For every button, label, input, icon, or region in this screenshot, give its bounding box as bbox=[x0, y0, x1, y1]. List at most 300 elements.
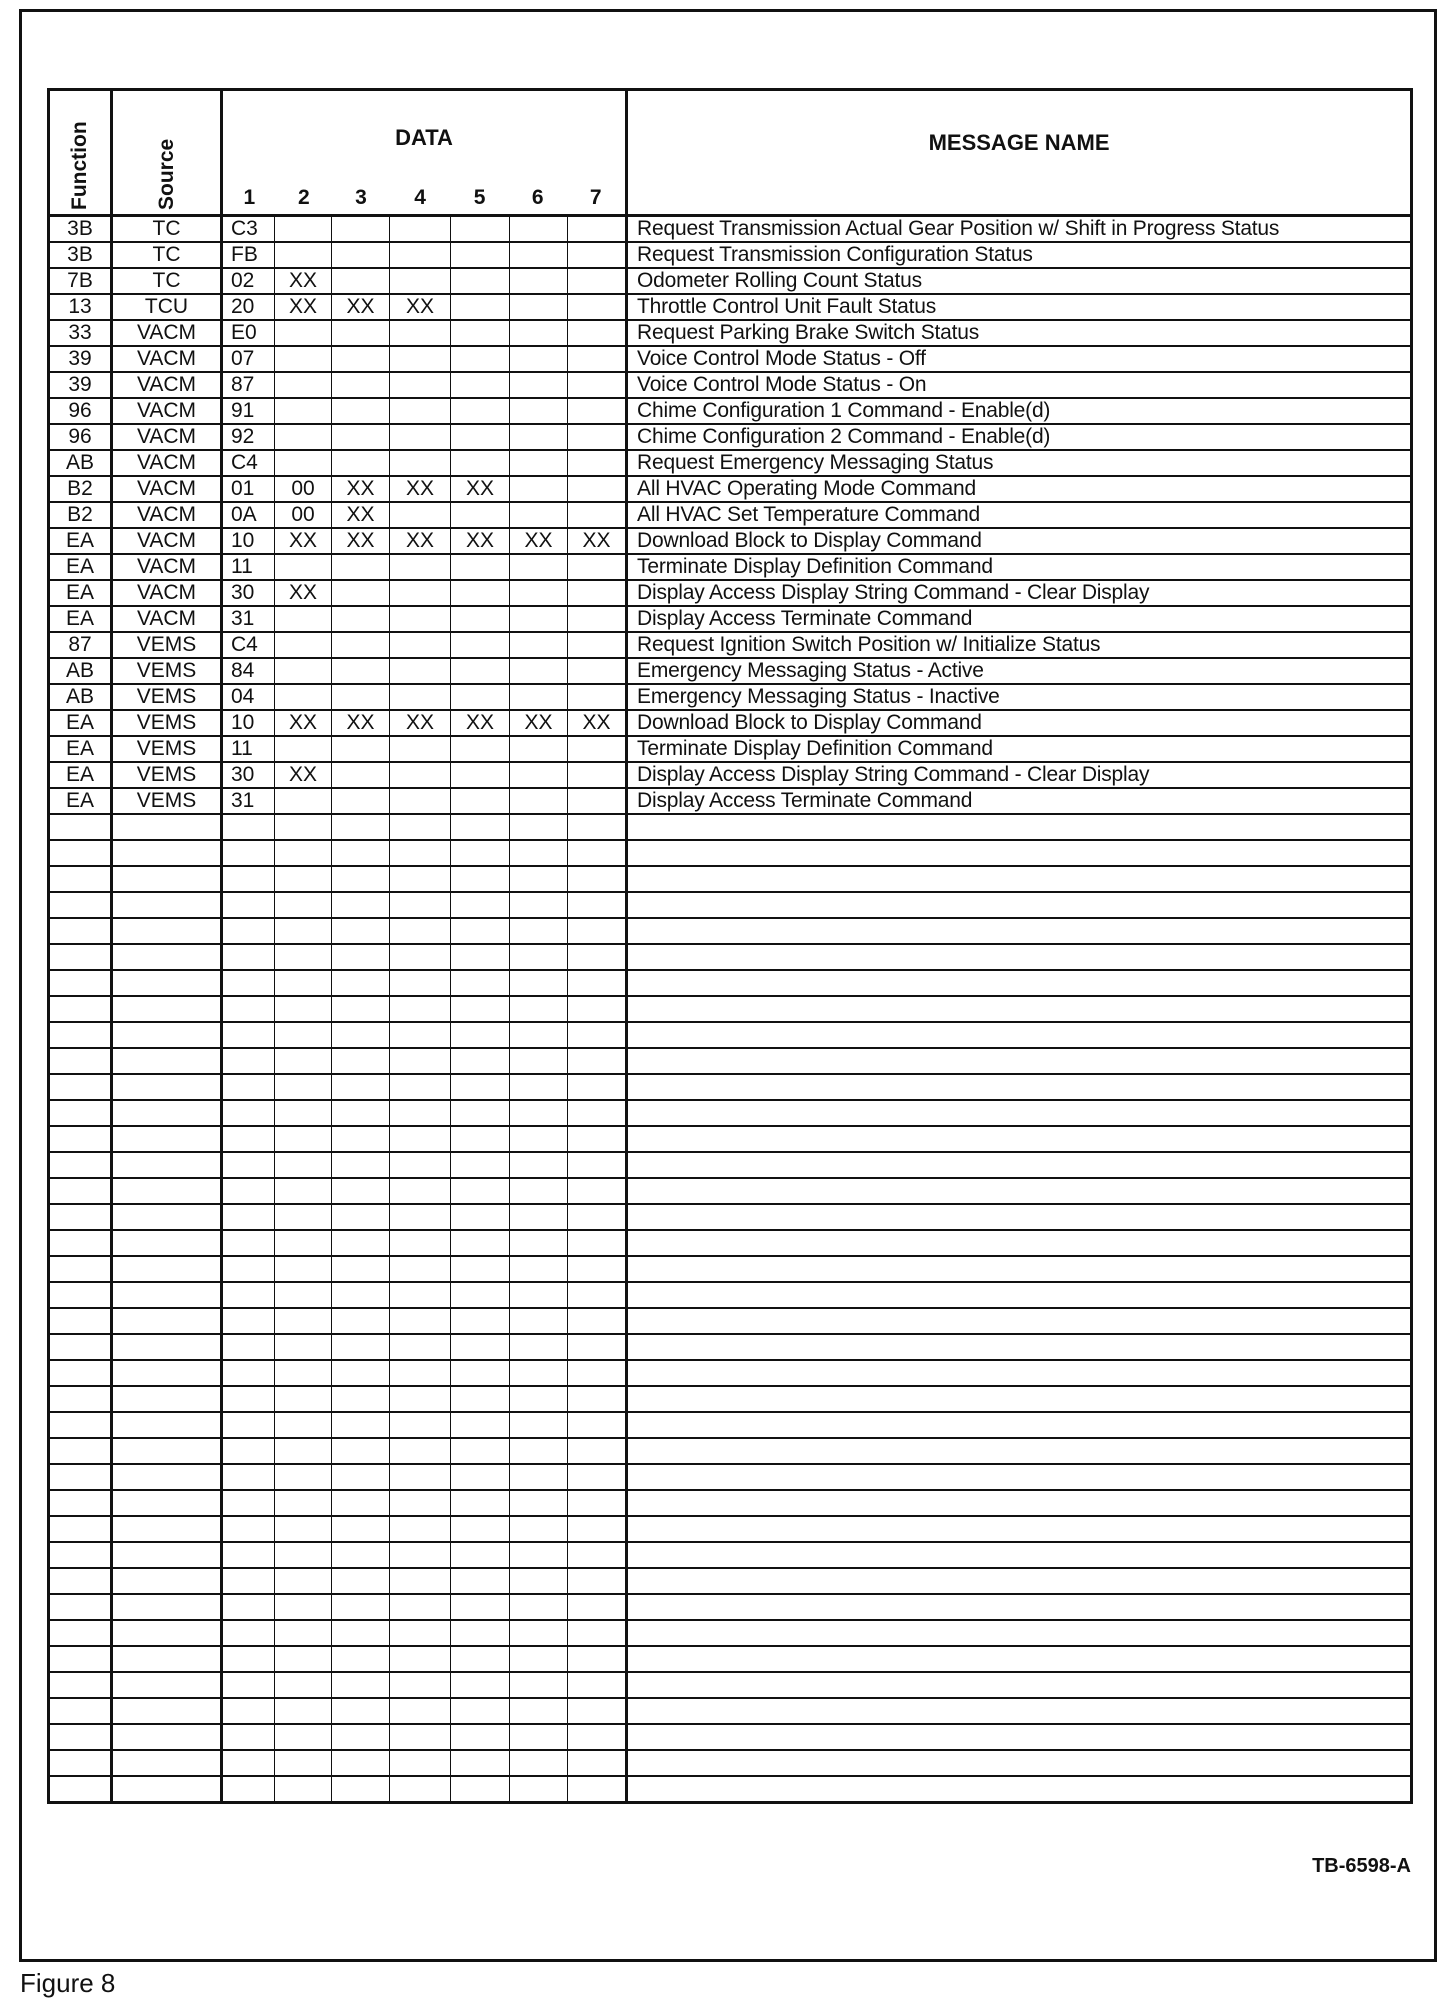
data-cell-2 bbox=[275, 944, 332, 970]
data-cell-2 bbox=[275, 658, 332, 684]
function-cell: AB bbox=[49, 684, 112, 710]
message-name-cell bbox=[627, 1048, 1412, 1074]
source-cell: VEMS bbox=[112, 710, 222, 736]
data-col-number: 7 bbox=[589, 186, 602, 209]
data-column-numbers bbox=[223, 186, 625, 210]
data-cell-3 bbox=[332, 840, 390, 866]
function-cell: EA bbox=[49, 606, 112, 632]
message-name-header: MESSAGE NAME bbox=[627, 90, 1412, 216]
data-cell-4 bbox=[390, 1516, 451, 1542]
data-cell-5 bbox=[451, 1256, 510, 1282]
function-cell bbox=[49, 1464, 112, 1490]
empty-table-row bbox=[49, 1386, 1412, 1412]
empty-table-row bbox=[49, 1438, 1412, 1464]
data-cell-1 bbox=[222, 1438, 275, 1464]
data-cell-6 bbox=[510, 502, 568, 528]
data-cell-1 bbox=[222, 1412, 275, 1438]
empty-table-row bbox=[49, 1698, 1412, 1724]
data-cell-3: XX bbox=[332, 476, 390, 502]
data-cell-1 bbox=[222, 1750, 275, 1776]
data-cell-3 bbox=[332, 658, 390, 684]
message-name-cell: Download Block to Display Command bbox=[627, 710, 1412, 736]
data-cell-4 bbox=[390, 1074, 451, 1100]
data-cell-3 bbox=[332, 684, 390, 710]
data-cell-6 bbox=[510, 892, 568, 918]
data-cell-6 bbox=[510, 554, 568, 580]
data-cell-1 bbox=[222, 1360, 275, 1386]
message-name-cell bbox=[627, 1282, 1412, 1308]
data-cell-4 bbox=[390, 1386, 451, 1412]
message-name-cell: Display Access Display String Command - Clear Display bbox=[627, 580, 1412, 606]
data-cell-6 bbox=[510, 1698, 568, 1724]
data-cell-3 bbox=[332, 970, 390, 996]
data-cell-4 bbox=[390, 1594, 451, 1620]
data-cell-3 bbox=[332, 346, 390, 372]
data-cell-5 bbox=[451, 1776, 510, 1803]
source-cell: VACM bbox=[112, 606, 222, 632]
message-name-cell: Display Access Terminate Command bbox=[627, 606, 1412, 632]
data-cell-2 bbox=[275, 996, 332, 1022]
source-cell bbox=[112, 1620, 222, 1646]
data-cell-1 bbox=[222, 970, 275, 996]
table-row bbox=[49, 476, 1412, 502]
data-cell-7 bbox=[568, 502, 627, 528]
data-cell-2 bbox=[275, 1776, 332, 1803]
data-cell-6 bbox=[510, 1672, 568, 1698]
message-name-cell: Terminate Display Definition Command bbox=[627, 554, 1412, 580]
table-row bbox=[49, 294, 1412, 320]
source-cell: VEMS bbox=[112, 658, 222, 684]
table-row bbox=[49, 424, 1412, 450]
data-cell-4: XX bbox=[390, 528, 451, 554]
data-cell-5 bbox=[451, 216, 510, 243]
empty-table-row bbox=[49, 1750, 1412, 1776]
data-cell-5 bbox=[451, 372, 510, 398]
data-cell-2 bbox=[275, 1516, 332, 1542]
data-cell-4 bbox=[390, 684, 451, 710]
data-cell-5 bbox=[451, 1412, 510, 1438]
table-row bbox=[49, 736, 1412, 762]
empty-table-row bbox=[49, 1776, 1412, 1803]
data-cell-4 bbox=[390, 788, 451, 814]
function-cell bbox=[49, 1698, 112, 1724]
data-cell-4 bbox=[390, 1126, 451, 1152]
function-cell bbox=[49, 1074, 112, 1100]
data-cell-4 bbox=[390, 346, 451, 372]
data-cell-4 bbox=[390, 996, 451, 1022]
data-cell-5 bbox=[451, 450, 510, 476]
function-cell bbox=[49, 866, 112, 892]
empty-table-row bbox=[49, 918, 1412, 944]
source-cell bbox=[112, 918, 222, 944]
data-cell-2 bbox=[275, 1022, 332, 1048]
data-cell-1: 01 bbox=[222, 476, 275, 502]
data-cell-3 bbox=[332, 1516, 390, 1542]
data-cell-2: 00 bbox=[275, 502, 332, 528]
data-cell-5 bbox=[451, 1308, 510, 1334]
data-cell-4 bbox=[390, 1334, 451, 1360]
data-cell-2 bbox=[275, 632, 332, 658]
data-cell-2 bbox=[275, 1152, 332, 1178]
data-cell-5 bbox=[451, 398, 510, 424]
data-cell-1: C4 bbox=[222, 632, 275, 658]
data-cell-7 bbox=[568, 1100, 627, 1126]
function-cell: EA bbox=[49, 736, 112, 762]
message-name-cell: Display Access Display String Command - Clear Display bbox=[627, 762, 1412, 788]
data-cell-2: XX bbox=[275, 580, 332, 606]
data-cell-1 bbox=[222, 996, 275, 1022]
source-cell bbox=[112, 1386, 222, 1412]
data-cell-2 bbox=[275, 1412, 332, 1438]
source-cell: VEMS bbox=[112, 762, 222, 788]
table-row bbox=[49, 346, 1412, 372]
data-cell-3 bbox=[332, 1282, 390, 1308]
function-cell bbox=[49, 1646, 112, 1672]
function-cell bbox=[49, 1594, 112, 1620]
source-cell: VACM bbox=[112, 580, 222, 606]
message-name-cell: Voice Control Mode Status - Off bbox=[627, 346, 1412, 372]
message-name-cell bbox=[627, 1152, 1412, 1178]
table-row bbox=[49, 710, 1412, 736]
message-name-cell: Request Emergency Messaging Status bbox=[627, 450, 1412, 476]
message-name-cell: Emergency Messaging Status - Inactive bbox=[627, 684, 1412, 710]
data-cell-1 bbox=[222, 892, 275, 918]
data-cell-3 bbox=[332, 1386, 390, 1412]
data-cell-3 bbox=[332, 944, 390, 970]
source-cell bbox=[112, 944, 222, 970]
message-name-cell bbox=[627, 1568, 1412, 1594]
data-cell-4 bbox=[390, 1750, 451, 1776]
table-row bbox=[49, 632, 1412, 658]
data-cell-5 bbox=[451, 1126, 510, 1152]
message-name-cell bbox=[627, 814, 1412, 840]
data-cell-7 bbox=[568, 1360, 627, 1386]
data-cell-4 bbox=[390, 1022, 451, 1048]
message-name-cell bbox=[627, 1698, 1412, 1724]
data-cell-5 bbox=[451, 736, 510, 762]
data-cell-3: XX bbox=[332, 710, 390, 736]
table-row bbox=[49, 658, 1412, 684]
message-name-cell bbox=[627, 1386, 1412, 1412]
function-cell: AB bbox=[49, 658, 112, 684]
data-cell-7 bbox=[568, 1048, 627, 1074]
data-cell-3: XX bbox=[332, 294, 390, 320]
empty-table-row bbox=[49, 944, 1412, 970]
data-cell-1 bbox=[222, 1594, 275, 1620]
data-cell-1 bbox=[222, 1178, 275, 1204]
data-cell-1 bbox=[222, 1620, 275, 1646]
data-cell-2 bbox=[275, 814, 332, 840]
data-cell-5 bbox=[451, 502, 510, 528]
data-cell-2 bbox=[275, 1126, 332, 1152]
message-name-cell: Chime Configuration 1 Command - Enable(d) bbox=[627, 398, 1412, 424]
source-cell: VACM bbox=[112, 450, 222, 476]
source-cell bbox=[112, 1516, 222, 1542]
data-cell-6 bbox=[510, 1490, 568, 1516]
function-cell bbox=[49, 918, 112, 944]
function-cell: AB bbox=[49, 450, 112, 476]
function-cell bbox=[49, 1178, 112, 1204]
data-cell-1 bbox=[222, 866, 275, 892]
data-cell-5 bbox=[451, 424, 510, 450]
data-cell-4 bbox=[390, 216, 451, 243]
empty-table-row bbox=[49, 996, 1412, 1022]
data-cell-4 bbox=[390, 502, 451, 528]
data-cell-6 bbox=[510, 866, 568, 892]
data-cell-5 bbox=[451, 1048, 510, 1074]
data-cell-1 bbox=[222, 1646, 275, 1672]
data-cell-6 bbox=[510, 476, 568, 502]
data-cell-7 bbox=[568, 554, 627, 580]
data-cell-3 bbox=[332, 762, 390, 788]
table-row bbox=[49, 320, 1412, 346]
source-cell: VACM bbox=[112, 320, 222, 346]
source-cell bbox=[112, 1438, 222, 1464]
data-cell-5 bbox=[451, 840, 510, 866]
data-cell-6 bbox=[510, 1308, 568, 1334]
data-cell-3 bbox=[332, 788, 390, 814]
message-name-cell bbox=[627, 1542, 1412, 1568]
empty-table-row bbox=[49, 1230, 1412, 1256]
function-cell bbox=[49, 1048, 112, 1074]
data-cell-1: C3 bbox=[222, 216, 275, 243]
data-cell-3 bbox=[332, 268, 390, 294]
data-cell-2 bbox=[275, 1698, 332, 1724]
function-cell bbox=[49, 1542, 112, 1568]
function-cell: B2 bbox=[49, 476, 112, 502]
data-cell-6 bbox=[510, 762, 568, 788]
data-cell-1: 0A bbox=[222, 502, 275, 528]
function-cell: 39 bbox=[49, 372, 112, 398]
data-cell-2: XX bbox=[275, 762, 332, 788]
message-name-cell bbox=[627, 1100, 1412, 1126]
data-col-number: 1 bbox=[243, 186, 256, 209]
data-cell-6 bbox=[510, 1646, 568, 1672]
data-cell-7 bbox=[568, 1594, 627, 1620]
data-cell-7 bbox=[568, 1308, 627, 1334]
data-cell-6 bbox=[510, 1594, 568, 1620]
data-cell-6 bbox=[510, 1750, 568, 1776]
data-cell-5 bbox=[451, 632, 510, 658]
source-cell bbox=[112, 1776, 222, 1803]
data-cell-2 bbox=[275, 1230, 332, 1256]
data-cell-7 bbox=[568, 1204, 627, 1230]
data-cell-7 bbox=[568, 814, 627, 840]
message-name-cell bbox=[627, 1516, 1412, 1542]
data-cell-7 bbox=[568, 736, 627, 762]
data-cell-7 bbox=[568, 1022, 627, 1048]
data-cell-7 bbox=[568, 1516, 627, 1542]
data-cell-4 bbox=[390, 1646, 451, 1672]
table-row bbox=[49, 606, 1412, 632]
data-cell-4 bbox=[390, 1438, 451, 1464]
data-cell-7 bbox=[568, 1672, 627, 1698]
data-cell-7 bbox=[568, 1282, 627, 1308]
empty-table-row bbox=[49, 1724, 1412, 1750]
data-cell-1 bbox=[222, 944, 275, 970]
data-cell-6 bbox=[510, 658, 568, 684]
data-cell-4 bbox=[390, 632, 451, 658]
data-cell-7 bbox=[568, 398, 627, 424]
data-cell-1 bbox=[222, 1516, 275, 1542]
data-cell-2 bbox=[275, 1308, 332, 1334]
function-cell bbox=[49, 1256, 112, 1282]
data-cell-5 bbox=[451, 918, 510, 944]
data-cell-1: FB bbox=[222, 242, 275, 268]
source-cell bbox=[112, 1282, 222, 1308]
source-cell bbox=[112, 1334, 222, 1360]
data-cell-3 bbox=[332, 1334, 390, 1360]
data-cell-2 bbox=[275, 1542, 332, 1568]
data-cell-2 bbox=[275, 840, 332, 866]
data-cell-2 bbox=[275, 918, 332, 944]
data-cell-3 bbox=[332, 606, 390, 632]
data-cell-5: XX bbox=[451, 710, 510, 736]
data-cell-3 bbox=[332, 892, 390, 918]
data-cell-1 bbox=[222, 1152, 275, 1178]
data-col-number: 3 bbox=[355, 186, 367, 209]
data-cell-7 bbox=[568, 632, 627, 658]
data-cell-4 bbox=[390, 814, 451, 840]
data-cell-5 bbox=[451, 1152, 510, 1178]
function-cell: 3B bbox=[49, 216, 112, 243]
message-table bbox=[47, 88, 1413, 1804]
message-name-cell bbox=[627, 1672, 1412, 1698]
empty-table-row bbox=[49, 1308, 1412, 1334]
message-name-cell bbox=[627, 892, 1412, 918]
function-cell: 96 bbox=[49, 424, 112, 450]
data-cell-7 bbox=[568, 242, 627, 268]
data-cell-3 bbox=[332, 1698, 390, 1724]
data-cell-7 bbox=[568, 866, 627, 892]
message-name-cell bbox=[627, 918, 1412, 944]
data-cell-4 bbox=[390, 372, 451, 398]
data-cell-6 bbox=[510, 580, 568, 606]
data-cell-3 bbox=[332, 736, 390, 762]
data-cell-3 bbox=[332, 424, 390, 450]
message-name-cell bbox=[627, 1230, 1412, 1256]
data-cell-5 bbox=[451, 1100, 510, 1126]
data-cell-6 bbox=[510, 424, 568, 450]
data-cell-2 bbox=[275, 554, 332, 580]
data-cell-2 bbox=[275, 1646, 332, 1672]
source-cell bbox=[112, 1646, 222, 1672]
data-cell-7 bbox=[568, 1386, 627, 1412]
data-cell-1 bbox=[222, 1776, 275, 1803]
figure-caption: Figure 8 bbox=[20, 1968, 116, 1998]
data-cell-5 bbox=[451, 294, 510, 320]
function-cell bbox=[49, 814, 112, 840]
table-row bbox=[49, 528, 1412, 554]
data-cell-2: 00 bbox=[275, 476, 332, 502]
data-cell-7 bbox=[568, 1438, 627, 1464]
table-row bbox=[49, 268, 1412, 294]
message-name-cell bbox=[627, 1750, 1412, 1776]
data-cell-7 bbox=[568, 346, 627, 372]
data-cell-3 bbox=[332, 242, 390, 268]
data-cell-4 bbox=[390, 1724, 451, 1750]
data-cell-2: XX bbox=[275, 528, 332, 554]
data-cell-2 bbox=[275, 1620, 332, 1646]
data-cell-4 bbox=[390, 1230, 451, 1256]
data-cell-6 bbox=[510, 1360, 568, 1386]
source-cell: TCU bbox=[112, 294, 222, 320]
data-cell-6 bbox=[510, 684, 568, 710]
data-cell-2 bbox=[275, 424, 332, 450]
data-cell-7 bbox=[568, 1256, 627, 1282]
data-cell-4: XX bbox=[390, 710, 451, 736]
data-cell-1 bbox=[222, 1386, 275, 1412]
data-col-number: 2 bbox=[298, 186, 310, 209]
data-cell-7 bbox=[568, 1412, 627, 1438]
data-cell-2: XX bbox=[275, 294, 332, 320]
message-name-cell bbox=[627, 1074, 1412, 1100]
message-name-cell bbox=[627, 1412, 1412, 1438]
data-cell-5 bbox=[451, 1620, 510, 1646]
data-cell-2 bbox=[275, 242, 332, 268]
message-name-cell bbox=[627, 1490, 1412, 1516]
data-cell-1: 10 bbox=[222, 528, 275, 554]
source-cell bbox=[112, 1568, 222, 1594]
source-cell: VEMS bbox=[112, 632, 222, 658]
data-cell-4 bbox=[390, 892, 451, 918]
data-cell-6 bbox=[510, 346, 568, 372]
data-cell-4 bbox=[390, 320, 451, 346]
data-cell-7 bbox=[568, 1490, 627, 1516]
data-cell-5 bbox=[451, 1516, 510, 1542]
data-cell-3 bbox=[332, 1360, 390, 1386]
message-name-cell bbox=[627, 944, 1412, 970]
data-cell-6 bbox=[510, 1724, 568, 1750]
data-cell-3 bbox=[332, 372, 390, 398]
data-cell-3 bbox=[332, 1048, 390, 1074]
data-cell-3 bbox=[332, 1750, 390, 1776]
source-cell bbox=[112, 1698, 222, 1724]
data-cell-1 bbox=[222, 1490, 275, 1516]
message-name-cell: All HVAC Operating Mode Command bbox=[627, 476, 1412, 502]
source-cell bbox=[112, 1074, 222, 1100]
data-cell-1: C4 bbox=[222, 450, 275, 476]
data-cell-5 bbox=[451, 1360, 510, 1386]
source-cell bbox=[112, 1204, 222, 1230]
data-cell-2 bbox=[275, 1672, 332, 1698]
data-cell-5 bbox=[451, 320, 510, 346]
data-cell-6 bbox=[510, 606, 568, 632]
data-cell-6 bbox=[510, 944, 568, 970]
data-cell-2 bbox=[275, 1490, 332, 1516]
data-cell-3 bbox=[332, 1308, 390, 1334]
data-cell-5 bbox=[451, 1464, 510, 1490]
source-cell bbox=[112, 1750, 222, 1776]
source-cell: VEMS bbox=[112, 684, 222, 710]
data-cell-4 bbox=[390, 762, 451, 788]
figure-id: TB-6598-A bbox=[1312, 1855, 1411, 1877]
data-cell-5: XX bbox=[451, 476, 510, 502]
data-cell-1 bbox=[222, 1672, 275, 1698]
data-cell-6 bbox=[510, 372, 568, 398]
data-cell-2 bbox=[275, 450, 332, 476]
data-cell-5 bbox=[451, 892, 510, 918]
data-cell-4 bbox=[390, 840, 451, 866]
data-cell-3: XX bbox=[332, 528, 390, 554]
data-cell-1 bbox=[222, 840, 275, 866]
data-cell-6 bbox=[510, 216, 568, 243]
data-cell-3 bbox=[332, 1074, 390, 1100]
data-cell-4 bbox=[390, 1412, 451, 1438]
data-cell-7 bbox=[568, 476, 627, 502]
data-cell-3 bbox=[332, 866, 390, 892]
data-cell-1 bbox=[222, 1230, 275, 1256]
